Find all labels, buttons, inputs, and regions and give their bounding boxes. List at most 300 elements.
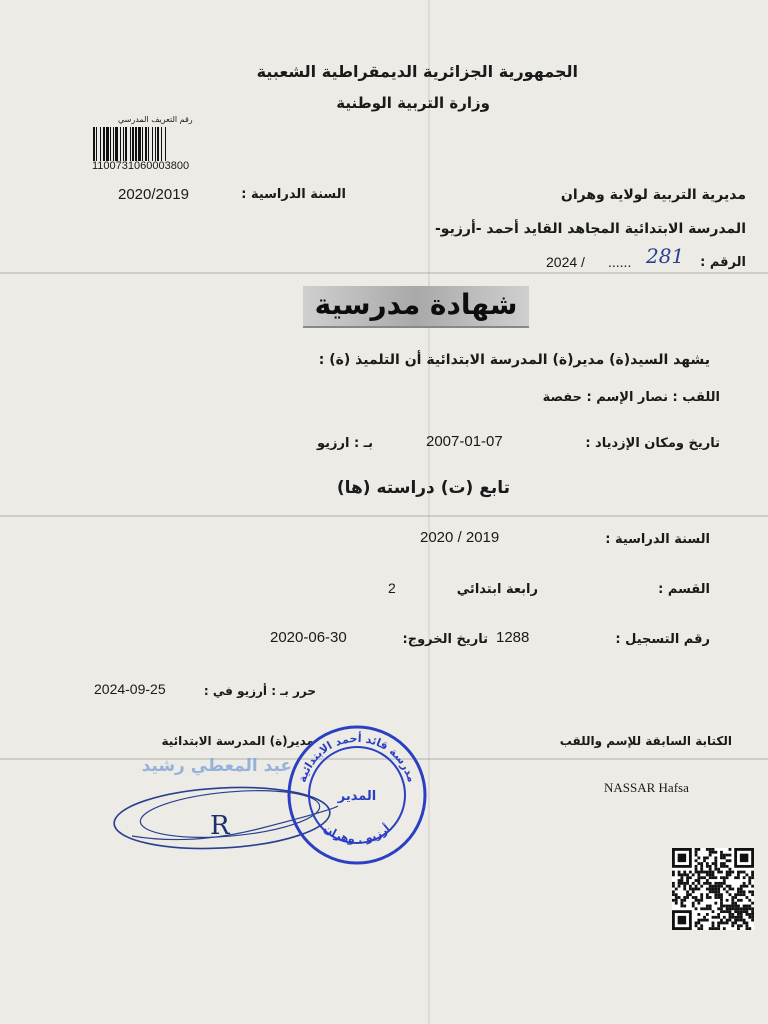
qr-module (675, 902, 678, 905)
qr-module (748, 905, 751, 908)
qr-module (678, 916, 686, 924)
qr-module (731, 888, 734, 891)
qr-module (709, 871, 712, 874)
qr-module (692, 873, 695, 876)
qr-module (720, 893, 723, 896)
ref-year: 2024 / (546, 254, 585, 270)
qr-module (695, 865, 698, 868)
qr-module (726, 910, 729, 913)
qr-module (746, 905, 749, 908)
qr-module (720, 856, 723, 859)
qr-module (706, 848, 709, 851)
qr-module (709, 868, 712, 871)
qr-module (723, 876, 726, 879)
qr-module (692, 888, 695, 891)
qr-module (712, 924, 715, 927)
qr-module (714, 856, 717, 859)
fold-line (0, 272, 768, 274)
qr-module (751, 885, 754, 888)
qr-module (723, 882, 726, 885)
qr-module (720, 902, 723, 905)
qr-module (689, 888, 692, 891)
qr-module (709, 896, 712, 899)
qr-module (729, 873, 732, 876)
birth-date: 2007-01-07 (426, 433, 503, 450)
qr-module (712, 873, 715, 876)
qr-module (689, 876, 692, 879)
qr-module (686, 896, 689, 899)
qr-module (695, 879, 698, 882)
school-stamp (286, 724, 428, 866)
qr-module (737, 924, 740, 927)
qr-module (683, 888, 686, 891)
qr-module (720, 905, 723, 908)
qr-module (695, 885, 698, 888)
qr-module (737, 927, 740, 930)
qr-module (697, 876, 700, 879)
qr-module (703, 919, 706, 922)
qr-module (700, 876, 703, 879)
qr-module (720, 922, 723, 925)
qr-module (720, 896, 723, 899)
qr-code (672, 848, 754, 930)
qr-module (714, 916, 717, 919)
qr-module (695, 851, 698, 854)
qr-module (695, 871, 698, 874)
qr-module (748, 899, 751, 902)
qr-module (720, 899, 723, 902)
barcode-bar (152, 127, 153, 161)
qr-module (723, 905, 726, 908)
qr-module (720, 865, 723, 868)
qr-module (740, 893, 743, 896)
qr-module (729, 885, 732, 888)
qr-module (712, 862, 715, 865)
qr-module (717, 868, 720, 871)
qr-module (714, 896, 717, 899)
qr-module (700, 868, 703, 871)
qr-module (717, 871, 720, 874)
qr-module (729, 871, 732, 874)
stamp-outer-text: مدرسة قائد أحمد الابتدائية (295, 731, 419, 784)
qr-module (678, 882, 681, 885)
qr-module (748, 890, 751, 893)
qr-module (706, 905, 709, 908)
qr-module (729, 910, 732, 913)
done-at-label: حرر بـ : أرزيو في : (203, 684, 316, 698)
qr-module (723, 854, 726, 857)
qr-module (678, 896, 681, 899)
ministry-header: وزارة التربية الوطنية (336, 94, 490, 112)
qr-module (731, 896, 734, 899)
qr-module (712, 848, 715, 851)
republic-header: الجمهورية الجزائرية الديمقراطية الشعبية (256, 62, 578, 81)
qr-module (703, 916, 706, 919)
qr-module (751, 871, 754, 874)
qr-module (700, 924, 703, 927)
qr-module (729, 859, 732, 862)
qr-module (712, 876, 715, 879)
qr-module (717, 890, 720, 893)
qr-module (712, 871, 715, 874)
birth-place: بـ : ارزيو (316, 436, 373, 451)
qr-module (700, 919, 703, 922)
qr-module (726, 922, 729, 925)
qr-module (726, 890, 729, 893)
qr-module (734, 893, 737, 896)
qr-module (714, 882, 717, 885)
qr-module (686, 879, 689, 882)
qr-module (740, 899, 743, 902)
qr-module (723, 916, 726, 919)
qr-module (731, 871, 734, 874)
qr-module (683, 873, 686, 876)
qr-module (740, 854, 748, 862)
qr-module (703, 859, 706, 862)
school-year-value-top: 2020/2019 (118, 186, 189, 203)
qr-module (729, 893, 732, 896)
qr-module (695, 868, 698, 871)
barcode-bar (93, 127, 95, 161)
qr-module (740, 885, 743, 888)
svg-text:مدرسة قائد أحمد الابتدائية (296, 731, 419, 784)
qr-module (678, 879, 681, 882)
qr-module (700, 885, 703, 888)
qr-module (746, 910, 749, 913)
qr-module (703, 856, 706, 859)
stamp-city-text: أرزيو . وهران (321, 822, 393, 846)
barcode-bar (142, 127, 143, 161)
qr-module (723, 888, 726, 891)
barcode-bar (103, 127, 105, 161)
qr-module (697, 919, 700, 922)
barcode-bar (125, 127, 127, 161)
qr-module (737, 913, 740, 916)
qr-module (731, 905, 734, 908)
qr-module (709, 907, 712, 910)
qr-module (720, 854, 723, 857)
qr-module (697, 873, 700, 876)
qr-module (751, 890, 754, 893)
qr-module (686, 890, 689, 893)
qr-module (743, 922, 746, 925)
qr-module (703, 871, 706, 874)
qr-module (723, 922, 726, 925)
done-date: 2024-09-25 (94, 681, 166, 697)
qr-module (729, 916, 732, 919)
qr-module (748, 907, 751, 910)
barcode-bar (138, 127, 141, 161)
qr-module (743, 885, 746, 888)
year-value: 2020 / 2019 (420, 529, 500, 546)
qr-module (734, 910, 737, 913)
barcode-bar (123, 127, 124, 161)
barcode-bar (157, 127, 159, 161)
qr-module (729, 854, 732, 857)
qr-module (723, 865, 726, 868)
barcode (93, 127, 199, 161)
qr-module (731, 907, 734, 910)
qr-module (709, 848, 712, 851)
qr-module (737, 890, 740, 893)
qr-module (740, 924, 743, 927)
qr-module (706, 879, 709, 882)
qr-module (686, 876, 689, 879)
qr-module (680, 882, 683, 885)
qr-module (709, 851, 712, 854)
barcode-bar (155, 127, 156, 161)
qr-module (706, 882, 709, 885)
attestation-line: يشهد السيد(ة) مدير(ة) المدرسة الابتدائية أن التلميذ (ة) : (318, 352, 710, 368)
qr-module (686, 882, 689, 885)
qr-module (717, 888, 720, 891)
qr-module (731, 924, 734, 927)
qr-module (751, 876, 754, 879)
qr-module (689, 871, 692, 874)
qr-module (703, 907, 706, 910)
qr-module (695, 907, 698, 910)
barcode-bar (106, 127, 109, 161)
qr-module (683, 905, 686, 908)
qr-module (706, 896, 709, 899)
year-label: السنة الدراسية : (605, 532, 710, 547)
qr-module (709, 873, 712, 876)
qr-module (717, 924, 720, 927)
qr-module (689, 893, 692, 896)
qr-module (740, 916, 743, 919)
qr-module (726, 854, 729, 857)
qr-module (731, 899, 734, 902)
qr-module (675, 899, 678, 902)
qr-module (697, 927, 700, 930)
ref-number: 281 (646, 244, 685, 268)
qr-module (714, 888, 717, 891)
qr-module (695, 922, 698, 925)
qr-module (731, 916, 734, 919)
qr-module (746, 927, 749, 930)
qr-module (697, 862, 700, 865)
qr-module (700, 899, 703, 902)
qr-module (723, 862, 726, 865)
qr-module (697, 882, 700, 885)
qr-module (712, 890, 715, 893)
qr-module (706, 871, 709, 874)
qr-module (714, 876, 717, 879)
qr-module (729, 913, 732, 916)
ref-label: الرقم : (700, 255, 746, 270)
qr-module (737, 916, 740, 919)
certificate-title: شهادة مدرسية (314, 288, 518, 321)
qr-module (678, 854, 686, 862)
qr-module (720, 919, 723, 922)
qr-module (700, 862, 703, 865)
qr-module (731, 922, 734, 925)
qr-module (734, 902, 737, 905)
qr-module (709, 927, 712, 930)
qr-module (731, 913, 734, 916)
qr-module (678, 873, 681, 876)
qr-module (678, 885, 681, 888)
qr-module (717, 896, 720, 899)
qr-module (740, 913, 743, 916)
qr-module (689, 885, 692, 888)
qr-module (726, 919, 729, 922)
qr-module (683, 899, 686, 902)
qr-module (717, 916, 720, 919)
qr-module (717, 927, 720, 930)
qr-module (729, 919, 732, 922)
signature-mark: R (210, 811, 230, 841)
qr-module (731, 902, 734, 905)
qr-module (748, 916, 751, 919)
qr-module (692, 882, 695, 885)
qr-module (717, 907, 720, 910)
qr-module (695, 924, 698, 927)
qr-module (695, 899, 698, 902)
qr-module (672, 882, 675, 885)
qr-module (714, 890, 717, 893)
qr-module (734, 876, 737, 879)
qr-module (683, 896, 686, 899)
qr-module (748, 927, 751, 930)
qr-module (697, 902, 700, 905)
qr-module (712, 927, 715, 930)
birth-label: تاريخ ومكان الإزدياد : (585, 436, 720, 451)
qr-module (748, 913, 751, 916)
qr-module (729, 888, 732, 891)
qr-module (714, 851, 717, 854)
barcode-bar (148, 127, 149, 161)
barcode-bar (96, 127, 97, 161)
qr-module (743, 876, 746, 879)
qr-module (714, 862, 717, 865)
qr-module (740, 888, 743, 891)
barcode-bar (132, 127, 134, 161)
qr-module (697, 856, 700, 859)
qr-module (703, 882, 706, 885)
qr-module (723, 927, 726, 930)
qr-module (743, 905, 746, 908)
class-label: القسم : (658, 582, 710, 597)
qr-module (695, 859, 698, 862)
qr-module (726, 885, 729, 888)
qr-module (706, 888, 709, 891)
qr-module (683, 885, 686, 888)
qr-module (672, 890, 675, 893)
school-id-number: 1100731060003800 (92, 160, 190, 172)
qr-module (737, 893, 740, 896)
qr-module (680, 902, 683, 905)
barcode-bar (161, 127, 162, 161)
qr-module (703, 876, 706, 879)
barcode-bar (120, 127, 121, 161)
qr-module (712, 851, 715, 854)
qr-module (748, 882, 751, 885)
latin-name: NASSAR Hafsa (604, 780, 689, 795)
qr-module (680, 879, 683, 882)
qr-module (709, 888, 712, 891)
qr-module (714, 927, 717, 930)
qr-module (734, 916, 737, 919)
qr-module (734, 905, 737, 908)
qr-module (726, 873, 729, 876)
follows-studies: تابع (ت) دراسته (ها) (336, 478, 510, 498)
qr-module (726, 871, 729, 874)
qr-module (697, 848, 700, 851)
qr-module (700, 871, 703, 874)
qr-module (717, 922, 720, 925)
qr-module (709, 865, 712, 868)
qr-module (720, 885, 723, 888)
qr-module (720, 851, 723, 854)
qr-module (726, 859, 729, 862)
director-label: مدير(ة) المدرسة الابتدائية (161, 734, 314, 748)
qr-module (751, 902, 754, 905)
qr-module (743, 882, 746, 885)
qr-module (723, 879, 726, 882)
qr-module (751, 910, 754, 913)
barcode-bar (113, 127, 114, 161)
qr-module (737, 910, 740, 913)
qr-module (709, 885, 712, 888)
qr-module (672, 871, 675, 874)
qr-module (697, 922, 700, 925)
qr-module (706, 856, 709, 859)
qr-module (746, 885, 749, 888)
qr-module (717, 913, 720, 916)
qr-module (751, 907, 754, 910)
barcode-bar (130, 127, 131, 161)
qr-module (723, 910, 726, 913)
fold-line (0, 515, 768, 517)
qr-module (680, 876, 683, 879)
qr-module (726, 865, 729, 868)
school-year-label-top: السنة الدراسية : (241, 187, 346, 202)
stamp-center-text: المدير (337, 789, 377, 804)
qr-module (717, 885, 720, 888)
qr-module (737, 905, 740, 908)
qr-module (743, 919, 746, 922)
qr-module (737, 907, 740, 910)
exit-label: تاريخ الخروج: (402, 632, 488, 647)
qr-module (737, 873, 740, 876)
qr-module (726, 905, 729, 908)
qr-module (683, 882, 686, 885)
qr-module (740, 907, 743, 910)
qr-module (686, 873, 689, 876)
qr-module (729, 848, 732, 851)
qr-module (746, 913, 749, 916)
qr-module (737, 888, 740, 891)
qr-module (692, 902, 695, 905)
fold-line (428, 0, 430, 1024)
qr-module (714, 902, 717, 905)
qr-module (680, 899, 683, 902)
qr-module (720, 871, 723, 874)
qr-module (675, 893, 678, 896)
qr-module (706, 913, 709, 916)
qr-module (751, 893, 754, 896)
qr-module (714, 859, 717, 862)
qr-module (743, 907, 746, 910)
qr-module (680, 873, 683, 876)
qr-module (720, 876, 723, 879)
qr-module (706, 919, 709, 922)
class-value: رابعة ابتدائي (456, 582, 538, 597)
qr-module (700, 896, 703, 899)
qr-module (740, 871, 743, 874)
qr-module (740, 890, 743, 893)
